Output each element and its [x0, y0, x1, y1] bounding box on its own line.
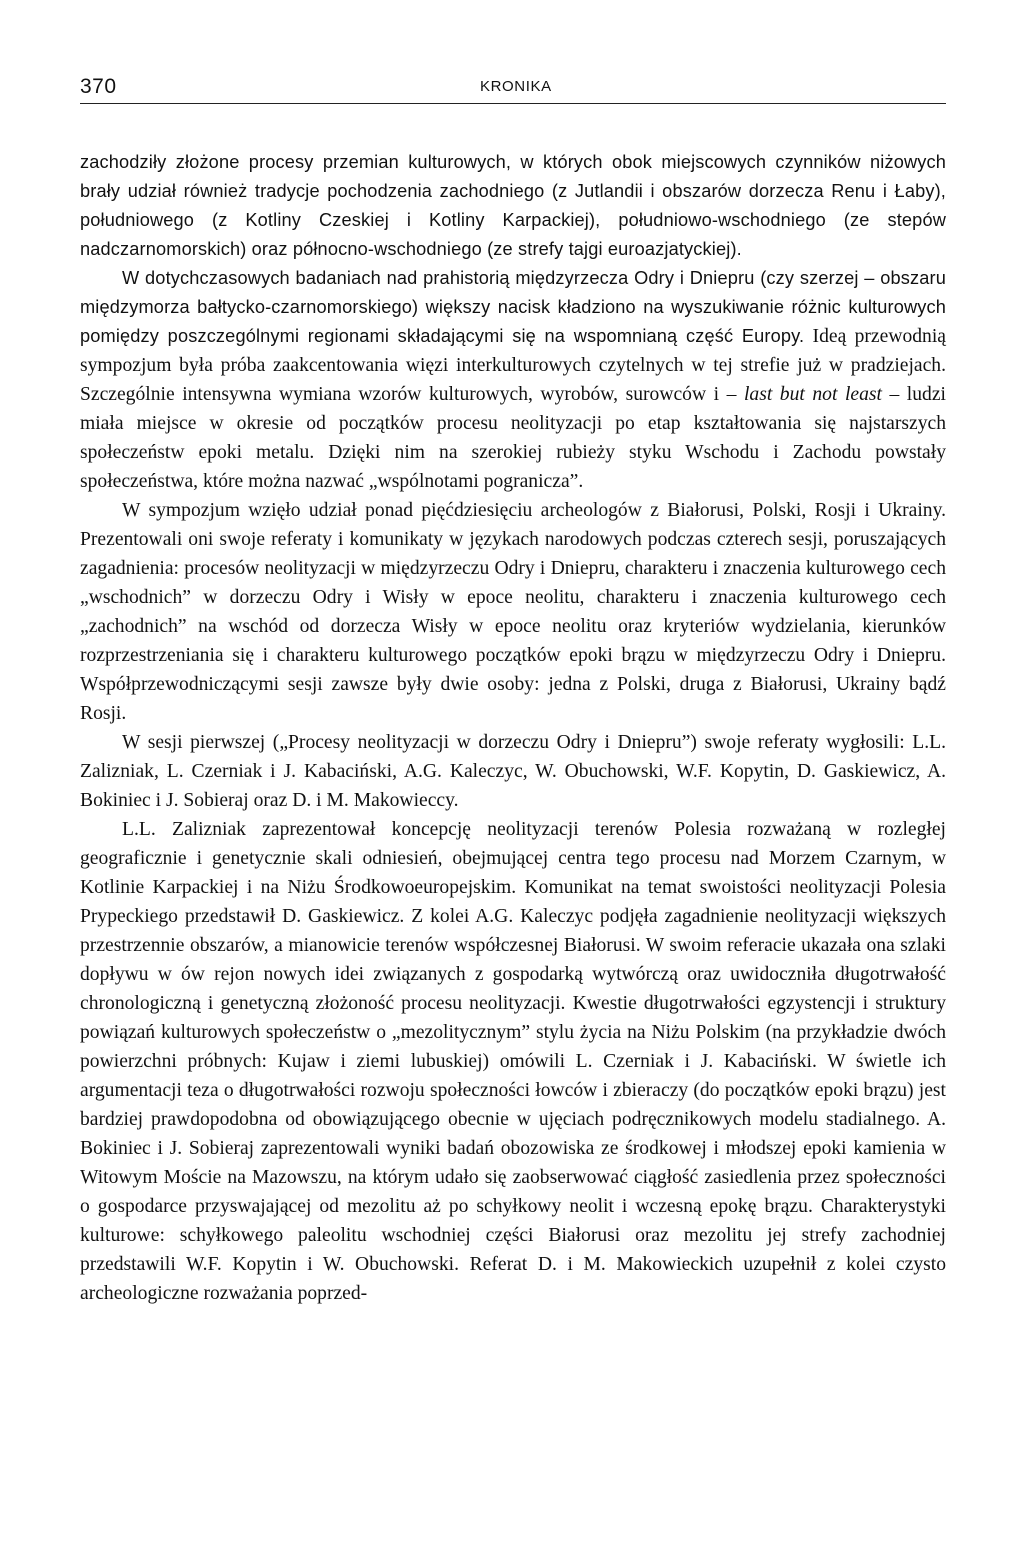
running-head: KRONIKA — [480, 78, 552, 95]
paragraph-4: W sesji pierwszej („Procesy neolityzacji w dorzeczu Odry i Dniepru”) swoje referaty wygłosili: L.L. Zalizniak, L. Czerniak i J. Kabaciński, A.G. Kaleczyc, W. Obuchowski, W.F. Kopytin, D. Gaskiewicz, A. Bokiniec i J. Sobieraj oraz D. i M. Makowieccy. — [80, 732, 946, 811]
paragraph-2-italic-phrase: last but not least — [743, 384, 882, 405]
page-number: 370 — [80, 75, 117, 98]
header-rule — [80, 103, 946, 104]
paragraph-2 — [80, 264, 946, 496]
paragraph-5: L.L. Zalizniak zaprezentował koncepcję neolityzacji terenów Polesia rozważaną w rozległej geograficznie i genetycznie skali odniesień, obejmującej centra tego procesu nad Morzem Czarnym, w Kotlinie Karpackiej i na Niżu Środkowoeuropejskim. Komunikat na temat swoistości neolityzacji Polesia Prypeckiego przedstawił D. Gaskiewicz. Z kolei A.G. Kaleczyc podjęła zagadnienie neolityzacji większych przestrzennie obszarów, a mianowicie terenów współczesnej Białorusi. W swoim referacie ukazała ona szlaki dopływu w ów rejon nowych idei związanych z gospodarką wytwórczą oraz uwidoczniła długotrwałość chronologiczną i genetyczną złożoność procesu neolityzacji. Kwestie długotrwałości egzystencji i struktury powiązań kulturowych społeczeństw o „mezolitycznym” stylu życia na Niżu Polskim (na przykładzie dwóch powierzchni próbnych: Kujaw i ziemi lubuskiej) omówili L. Czerniak i J. Kabaciński. W świetle ich argumentacji teza o długotrwałości rozwoju społeczności łowców i zbieraczy (do początków epoki brązu) jest bardziej prawdopodobna od obowiązującego obecnie w ujęciach podręcznikowych modelu stadialnego. A. Bokiniec i J. Sobieraj zaprezentowali wyniki badań obozowiska ze środkowej i młodszej epoki kamienia w Witowym Moście na Mazowszu, na którym udało się zaobserwować ciągłość zasiedlenia przez społeczności o gospodarce przyswajającej od mezolitu aż po schyłkowy neolit i wczesną epokę brązu. Charakterystyki kulturowe: schyłkowego paleolitu wschodniej części Białorusi oraz mezolitu jej strefy zachodniej przedstawili W.F. Kopytin i W. Obuchowski. Referat D. i M. Makowieckich uzupełnił z kolei czysto archeologiczne rozważania poprzed- — [80, 819, 946, 1304]
paragraph-2-sans-part: W dotychczasowych badaniach nad prahistorią międzyrzecza Odry i Dniepru (czy szerzej – obszaru międzymorza bałtycko-czarnomorskiego) większy nacisk kładziono na wyszukiwanie różnic kulturowych pomiędzy poszczególnymi regionami składającymi się na wspomnianą część Europy. — [80, 268, 946, 346]
paragraph-3: W sympozjum wzięło udział ponad pięćdziesięciu archeologów z Białorusi, Polski, Rosji i Ukrainy. Prezentowali oni swoje referaty i komunikaty w językach narodowych podczas czterech sesji, poruszających zagadnienia: procesów neolityzacji w międzyrzeczu Odry i Dniepru, charakteru i znaczenia kulturowego cech „wschodnich” w dorzeczu Odry i Wisły w epoce neolitu, charakteru i znaczenia kulturowego cech „zachodnich” na wschód od dorzecza Wisły w epoce neolitu oraz kryteriów wydzielania, kierunków rozprzestrzeniania się i charakteru kulturowego początków epoki brązu w międzyrzeczu Odry i Dniepru. Współprzewodniczącymi sesji zawsze były dwie osoby: jedna z Polski, druga z Białorusi, Ukrainy bądź Rosji. — [80, 500, 946, 724]
body-text — [80, 148, 946, 1308]
paragraph-2-part-b: Ideą przewodnią sympozjum była próba zaakcentowania więzi interkulturowych czytelnych w tej strefie już w pradziejach. Szczególnie intensywna wymiana wzorów kulturowych, wyrobów, surowców i – — [80, 326, 946, 405]
page-header — [80, 74, 946, 106]
paragraph-1: zachodziły złożone procesy przemian kulturowych, w których obok miejscowych czynników niżowych brały udział również tradycje pochodzenia zachodniego (z Jutlandii i obszarów dorzecza Renu i Łaby), południowego (z Kotliny Czeskiej i Kotliny Karpackiej), południowo-wschodniego (ze stepów nadczarnomorskich) oraz północno-wschodniego (ze strefy tajgi euroazjatyckiej). — [80, 152, 946, 259]
paragraph-2-part-c: – ludzi miała miejsce w okresie od początków procesu neolityzacji po etap kształtowania się najstarszych społeczeństw epoki metalu. Dzięki nim na szerokiej rubieży styku Wschodu i Zachodu powstały społeczeństwa, które można nazwać „wspólnotami pogranicza”. — [80, 384, 946, 492]
